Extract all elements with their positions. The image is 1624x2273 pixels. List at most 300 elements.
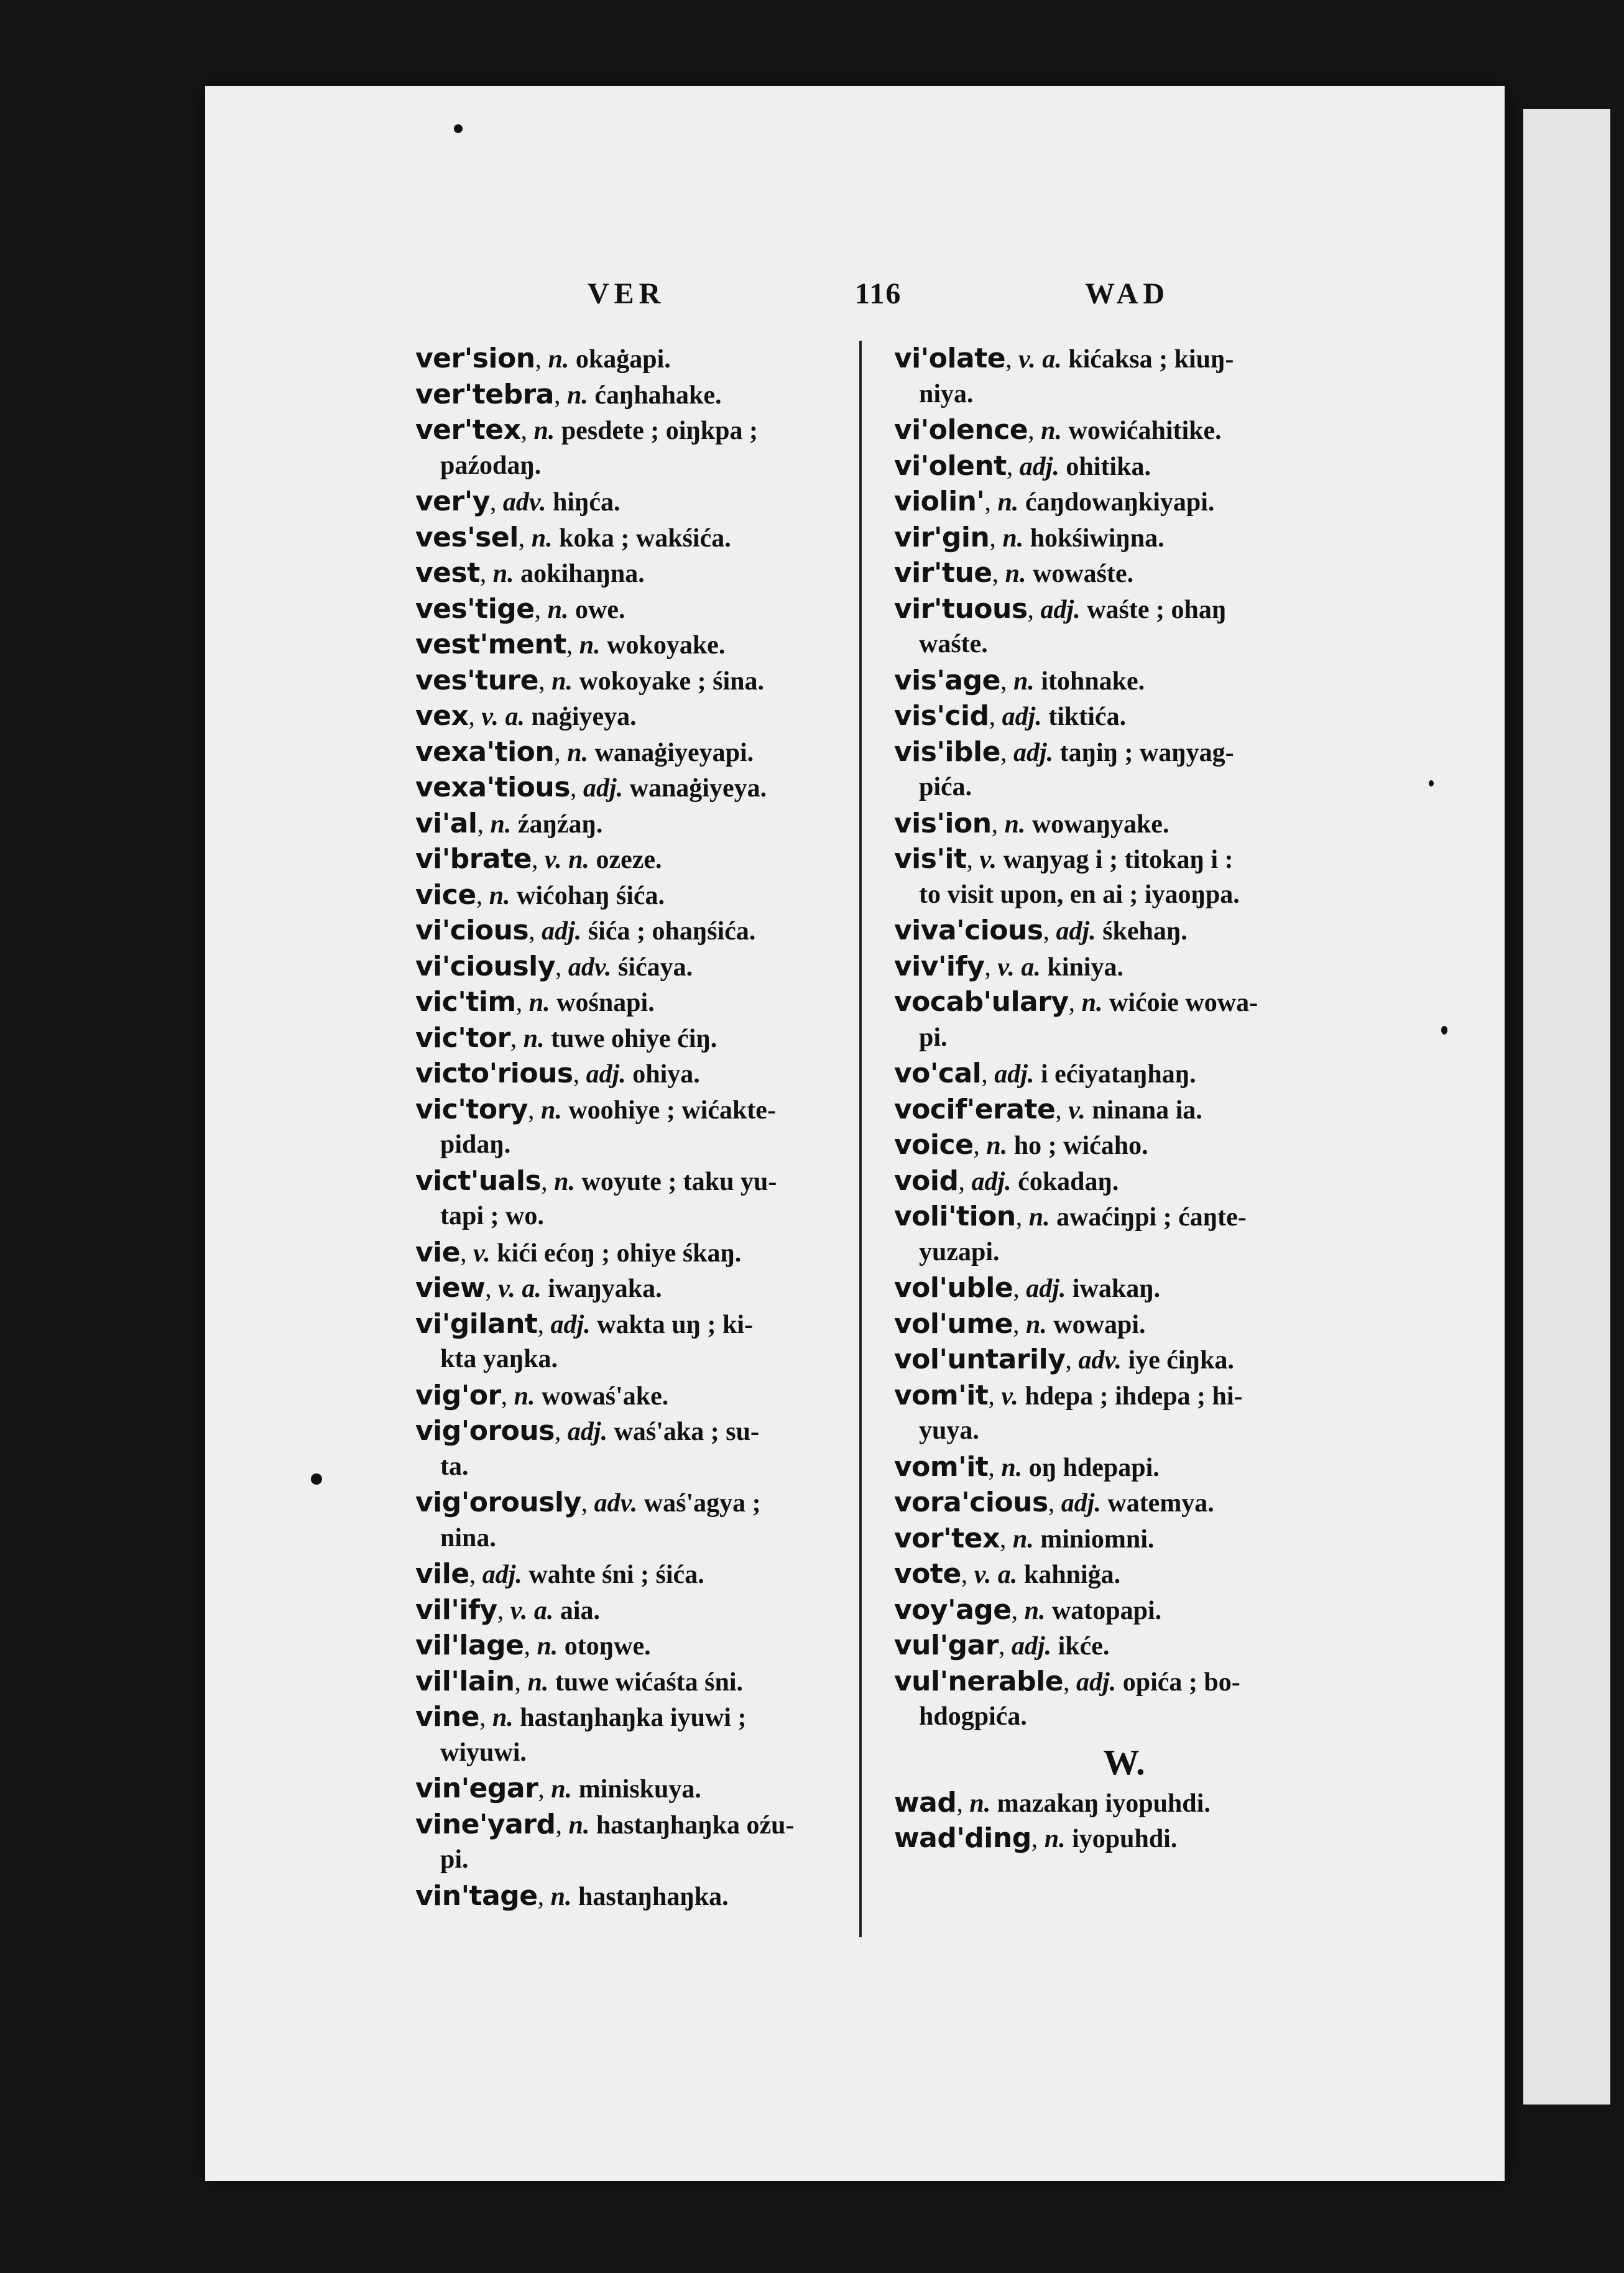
dictionary-entry: vi'ciously, adv. śićaya. (415, 950, 693, 982)
dictionary-entry: vile, adj. wahte śni ; śića. (415, 1558, 704, 1590)
definition: iwaŋyaka. (548, 1275, 662, 1303)
dictionary-entry: vi'olate, v. a. kićaksa ; kiuŋ- (894, 343, 1234, 374)
headword: vocab'ulary (894, 986, 1069, 1018)
headword: vom'it (894, 1379, 989, 1411)
definition: miniskuya. (578, 1775, 701, 1804)
definition: wowaŋyake. (1031, 809, 1170, 839)
part-of-speech: v. n. (545, 846, 589, 874)
dictionary-entry: wad, n. mazakaŋ iyopuhdi. (894, 1786, 1211, 1819)
entry-continuation: pi. (919, 1023, 948, 1052)
headword: ves'tige (415, 592, 535, 625)
part-of-speech: n. (548, 345, 570, 374)
headword: vi'cious (415, 915, 529, 946)
part-of-speech: adj. (567, 1418, 608, 1446)
definition: waśte ; ohaŋ (1087, 595, 1227, 624)
dictionary-entry: voice, n. ho ; wićaho. (894, 1129, 1148, 1161)
headword: vin'tage (415, 1879, 538, 1912)
part-of-speech: n. (550, 1882, 572, 1911)
dictionary-entry: voy'age, n. watopapi. (894, 1593, 1162, 1626)
dictionary-entry: vil'lage, n. otoŋwe. (415, 1630, 651, 1661)
part-of-speech: n. (523, 1024, 545, 1053)
part-of-speech: n. (1005, 560, 1027, 588)
headword: vora'cious (894, 1487, 1048, 1518)
headword: viva'cious (894, 915, 1043, 946)
dictionary-entry: wad'ding, n. iyopuhdi. (894, 1822, 1178, 1854)
part-of-speech: adj. (1026, 1275, 1066, 1303)
dictionary-entry: vol'uble, adj. iwakaŋ. (894, 1272, 1161, 1304)
part-of-speech: v. a. (974, 1561, 1018, 1589)
dictionary-entry: ver'sion, n. okaġapi. (415, 343, 671, 374)
ink-spot (1429, 780, 1434, 786)
headword: ver'tebra (415, 378, 554, 410)
dictionary-entry: vis'it, v. waŋyag i ; titokaŋ i : (894, 843, 1234, 875)
dictionary-entry: vis'cid, adj. tiktića. (894, 700, 1127, 732)
dictionary-entry: ver'tex, n. pesdete ; oiŋkpa ; (415, 414, 759, 446)
definition: waś'aka ; su- (614, 1418, 759, 1446)
headword: vis'ion (894, 807, 992, 839)
headword: viv'ify (894, 950, 985, 982)
dictionary-entry: vie, v. kići ećoŋ ; ohiye śkaŋ. (415, 1236, 742, 1268)
headword: vor'tex (894, 1522, 1000, 1554)
dictionary-entry: ves'tige, n. owe. (415, 592, 625, 625)
headword: vol'untarily (894, 1344, 1066, 1375)
entry-continuation: pidaŋ. (440, 1130, 511, 1159)
part-of-speech: n. (1044, 1825, 1066, 1853)
definition: woyute ; taku yu- (581, 1167, 777, 1196)
headword: vic'tor (415, 1021, 510, 1054)
definition: ohitika. (1066, 452, 1151, 481)
dictionary-entry: vin'egar, n. miniskuya. (415, 1773, 701, 1804)
part-of-speech: n. (528, 989, 550, 1017)
dictionary-entry: vi'olent, adj. ohitika. (894, 450, 1151, 482)
entry-continuation: niya. (919, 379, 974, 408)
part-of-speech: adj. (586, 1060, 626, 1089)
part-of-speech: n. (551, 1775, 573, 1804)
dictionary-entry: vom'it, v. hdepa ; ihdepa ; hi- (894, 1379, 1243, 1411)
part-of-speech: adj. (994, 1060, 1035, 1089)
entry-continuation: paźodaŋ. (440, 451, 542, 480)
dictionary-entry: vocif'erate, v. ninana ia. (894, 1093, 1202, 1125)
headword: voice (894, 1129, 974, 1161)
definition: tuwe wićaśta śni. (555, 1667, 744, 1697)
dictionary-entry: vig'orous, adj. waś'aka ; su- (415, 1415, 759, 1447)
headword: vi'ciously (415, 950, 555, 982)
dictionary-entry: vis'ion, n. wowaŋyake. (894, 807, 1170, 839)
headword: vie (415, 1236, 461, 1268)
part-of-speech: v. (473, 1238, 491, 1268)
headword: vi'olent (894, 450, 1007, 482)
part-of-speech: n. (1025, 1310, 1047, 1339)
definition: kahniġa. (1023, 1561, 1121, 1589)
definition: pesdete ; oiŋkpa ; (561, 417, 759, 445)
headword: ver'y (415, 486, 490, 517)
definition: iye ćiŋka. (1128, 1346, 1234, 1375)
headword: vexa'tion (415, 735, 555, 768)
definition: waś'agya ; (644, 1489, 761, 1518)
headword: vi'olence (894, 414, 1028, 446)
definition: tiktića. (1048, 703, 1127, 731)
definition: śića ; ohaŋśića. (588, 917, 756, 946)
dictionary-entry: vexa'tion, n. wanaġiyeyapi. (415, 735, 754, 768)
dictionary-entry: ver'y, adv. hiŋća. (415, 486, 621, 517)
definition: koka ; wakśića. (559, 523, 731, 553)
dictionary-entry: vex, v. a. naġiyeya. (415, 700, 637, 732)
definition: hiŋća. (552, 488, 621, 517)
letter-heading: W. (1103, 1741, 1145, 1782)
entry-continuation: pi. (440, 1845, 469, 1874)
part-of-speech: n. (1024, 1596, 1046, 1625)
part-of-speech: adj. (1011, 1632, 1052, 1661)
dictionary-entry: vir'tuous, adj. waśte ; ohaŋ (894, 592, 1227, 625)
definition: wowaśte. (1033, 560, 1134, 588)
part-of-speech: v. a. (997, 952, 1041, 982)
definition: miniomni. (1040, 1524, 1155, 1554)
entry-continuation: yuya. (919, 1416, 979, 1445)
definition: awaćiŋpi ; ćaŋte- (1056, 1203, 1247, 1232)
definition: wokoyake ; śina. (579, 666, 765, 696)
part-of-speech: v. a. (498, 1275, 542, 1303)
part-of-speech: n. (1001, 1453, 1023, 1482)
part-of-speech: n. (567, 738, 589, 767)
dictionary-entry: void, adj. ćokadaŋ. (894, 1164, 1119, 1197)
dictionary-entry: vict'uals, n. woyute ; taku yu- (415, 1164, 777, 1197)
part-of-speech: n. (492, 560, 514, 588)
dictionary-entry: victo'rious, adj. ohiya. (415, 1058, 700, 1089)
definition: hastaŋhaŋka. (578, 1882, 729, 1911)
part-of-speech: n. (568, 1810, 590, 1840)
definition: ćaŋhahake. (594, 380, 722, 410)
part-of-speech: adj. (971, 1167, 1012, 1196)
part-of-speech: n. (533, 417, 555, 445)
headword: vir'gin (894, 521, 990, 553)
entry-continuation: yuzapi. (919, 1237, 1000, 1266)
running-head-left: VER (588, 277, 666, 310)
definition: okaġapi. (575, 345, 671, 374)
facing-page-edge (1523, 109, 1610, 2105)
part-of-speech: v. a. (1018, 345, 1062, 374)
part-of-speech: adv. (502, 488, 547, 517)
headword: voy'age (894, 1593, 1012, 1626)
headword: vest'ment (415, 629, 566, 660)
dictionary-entry: vice, n. wićohaŋ śića. (415, 878, 665, 911)
dictionary-entry: vote, v. a. kahniġa. (894, 1558, 1121, 1590)
headword: vi'olate (894, 343, 1006, 374)
part-of-speech: n. (551, 666, 573, 696)
headword: vice (415, 878, 476, 911)
definition: iyopuhdi. (1072, 1825, 1178, 1853)
dictionary-entry: vul'nerable, adj. opića ; bo- (894, 1665, 1240, 1697)
headword: vo'cal (894, 1058, 982, 1089)
definition: woohiye ; wićakte- (568, 1095, 776, 1125)
dictionary-entry: vol'untarily, adv. iye ćiŋka. (894, 1344, 1234, 1375)
dictionary-entry: vig'orously, adv. waś'agya ; (415, 1487, 761, 1518)
headword: vul'gar (894, 1630, 999, 1661)
dictionary-entry: vor'tex, n. miniomni. (894, 1522, 1155, 1554)
ink-spot (454, 124, 463, 133)
part-of-speech: adj. (1019, 452, 1059, 481)
headword: vol'ume (894, 1307, 1013, 1340)
dictionary-entry: vir'gin, n. hokśiwiŋna. (894, 521, 1165, 553)
part-of-speech: n. (527, 1667, 549, 1697)
headword: vote (894, 1558, 961, 1590)
headword: vis'ible (894, 735, 1000, 768)
dictionary-entry: view, v. a. iwaŋyaka. (415, 1272, 662, 1304)
part-of-speech: adj. (542, 917, 582, 946)
headword: ver'tex (415, 414, 521, 446)
definition: naġiyeya. (531, 703, 637, 731)
headword: violin' (894, 486, 985, 517)
part-of-speech: adj. (1002, 703, 1042, 731)
dictionary-entry: vo'cal, adj. i ećiyataŋhaŋ. (894, 1058, 1196, 1089)
dictionary-entry: vexa'tious, adj. wanaġiyeya. (415, 772, 767, 803)
entry-continuation: hdogpića. (919, 1702, 1027, 1731)
left-column (415, 341, 851, 1914)
dictionary-entry: vir'tue, n. wowaśte. (894, 557, 1134, 589)
part-of-speech: v. a. (510, 1596, 554, 1625)
definition: opića ; bo- (1122, 1667, 1240, 1697)
headword: vis'it (894, 843, 967, 875)
headword: view (415, 1272, 486, 1304)
dictionary-entry: vi'gilant, adj. wakta uŋ ; ki- (415, 1307, 754, 1340)
headword: vexa'tious (415, 772, 570, 803)
headword: ves'ture (415, 664, 539, 696)
dictionary-entry: vic'tim, n. wośnapi. (415, 986, 655, 1018)
dictionary-entry: vom'it, n. oŋ hdepapi. (894, 1450, 1160, 1483)
headword: vig'or (415, 1379, 501, 1411)
definition: ćokadaŋ. (1018, 1167, 1119, 1196)
dictionary-entry: voli'tion, n. awaćiŋpi ; ćaŋte- (894, 1201, 1247, 1232)
dictionary-entry: vine'yard, n. hastaŋhaŋka oźu- (415, 1808, 795, 1840)
part-of-speech: v. (979, 846, 997, 874)
part-of-speech: adj. (1013, 738, 1054, 767)
headword: vil'ify (415, 1593, 497, 1626)
dictionary-entry: vora'cious, adj. watemya. (894, 1487, 1214, 1518)
page-number: 116 (855, 277, 902, 310)
definition: ho ; wićaho. (1013, 1132, 1148, 1160)
headword: vig'orously (415, 1487, 581, 1518)
dictionary-entry: vest'ment, n. wokoyake. (415, 629, 726, 660)
headword: vex (415, 700, 469, 732)
headword: vis'cid (894, 700, 989, 732)
definition: hdepa ; ihdepa ; hi- (1025, 1381, 1243, 1411)
headword: ves'sel (415, 521, 519, 553)
entry-continuation: waśte. (919, 630, 988, 658)
entry-continuation: to visit upon, en ai ; iyaoŋpa. (919, 880, 1240, 909)
part-of-speech: n. (540, 1095, 562, 1125)
part-of-speech: adj. (1056, 917, 1096, 946)
definition: wićohaŋ śića. (517, 881, 665, 910)
headword: voli'tion (894, 1201, 1016, 1232)
dictionary-entry: viva'cious, adj. śkehaŋ. (894, 915, 1188, 946)
part-of-speech: v. (1068, 1095, 1086, 1125)
part-of-speech: adj. (583, 774, 624, 803)
definition: aokihaŋna. (520, 560, 645, 588)
dictionary-entry: vi'cious, adj. śića ; ohaŋśića. (415, 915, 756, 946)
definition: hastaŋhaŋka iyuwi ; (520, 1704, 747, 1732)
headword: ver'sion (415, 343, 535, 374)
dictionary-entry: vil'lain, n. tuwe wićaśta śni. (415, 1665, 744, 1697)
definition: hastaŋhaŋka oźu- (596, 1810, 795, 1840)
headword: victo'rious (415, 1058, 573, 1089)
part-of-speech: n. (566, 380, 588, 410)
entry-continuation: ta. (440, 1452, 469, 1481)
definition: otoŋwe. (564, 1632, 651, 1661)
definition: taŋiŋ ; waŋyag- (1059, 738, 1234, 767)
headword: vest (415, 557, 480, 589)
part-of-speech: n. (1013, 666, 1035, 696)
part-of-speech: n. (514, 1381, 535, 1411)
dictionary-entry: vocab'ulary, n. wićoie wowa- (894, 986, 1258, 1018)
entry-continuation: wiyuwi. (440, 1738, 527, 1767)
headword: vin'egar (415, 1773, 538, 1804)
part-of-speech: adj. (1061, 1489, 1101, 1518)
dictionary-entry: vis'ible, adj. taŋiŋ ; waŋyag- (894, 735, 1234, 768)
definition: wośnapi. (556, 989, 655, 1017)
definition: ćaŋdowaŋkiyapi. (1025, 488, 1215, 517)
headword: vic'tim (415, 986, 516, 1018)
headword: vir'tue (894, 557, 992, 589)
definition: waŋyag i ; titokaŋ i : (1003, 846, 1234, 874)
definition: śićaya. (618, 952, 693, 982)
definition: watopapi. (1051, 1596, 1162, 1625)
part-of-speech: n. (579, 631, 601, 660)
definition: wowapi. (1053, 1310, 1146, 1339)
headword: vig'orous (415, 1415, 555, 1447)
headword: wad (894, 1786, 957, 1819)
headword: vi'brate (415, 843, 532, 875)
headword: vocif'erate (894, 1093, 1056, 1125)
part-of-speech: n. (969, 1789, 991, 1818)
part-of-speech: adv. (568, 952, 612, 982)
definition: wanaġiyeya. (629, 774, 767, 803)
definition: kići ećoŋ ; ohiye śkaŋ. (497, 1238, 742, 1268)
part-of-speech: n. (1002, 523, 1024, 553)
headword: vine (415, 1701, 479, 1733)
definition: śkehaŋ. (1102, 917, 1188, 946)
headword: vine'yard (415, 1808, 556, 1840)
part-of-speech: n. (492, 1704, 514, 1732)
part-of-speech: n. (537, 1632, 558, 1661)
dictionary-entry: ves'sel, n. koka ; wakśića. (415, 521, 731, 553)
entry-continuation: kta yaŋka. (440, 1345, 558, 1373)
part-of-speech: n. (1012, 1524, 1034, 1554)
entry-continuation: tapi ; wo. (440, 1202, 544, 1230)
definition: wokoyake. (607, 631, 726, 660)
headword: vi'al (415, 807, 478, 839)
definition: ninana ia. (1092, 1095, 1202, 1125)
headword: vil'lain (415, 1665, 515, 1697)
headword: vile (415, 1558, 469, 1590)
part-of-speech: n. (1004, 809, 1026, 839)
part-of-speech: n. (1028, 1203, 1050, 1232)
dictionary-entry: vig'or, n. wowaś'ake. (415, 1379, 669, 1411)
headword: vom'it (894, 1450, 989, 1483)
definition: wahte śni ; śića. (528, 1561, 704, 1589)
definition: wakta uŋ ; ki- (597, 1310, 754, 1339)
part-of-speech: n. (1041, 417, 1062, 445)
part-of-speech: v. (1001, 1381, 1018, 1411)
definition: hokśiwiŋna. (1030, 523, 1165, 553)
part-of-speech: n. (986, 1132, 1008, 1160)
headword: vul'nerable (894, 1665, 1064, 1697)
column-rule (859, 341, 862, 1937)
part-of-speech: n. (531, 523, 553, 553)
part-of-speech: adv. (1078, 1346, 1122, 1375)
ink-spot (311, 1473, 322, 1485)
definition: ohiya. (632, 1060, 700, 1089)
part-of-speech: adj. (1040, 595, 1081, 624)
entry-continuation: pića. (919, 773, 972, 801)
dictionary-entry: vi'al, n. źaŋźaŋ. (415, 807, 603, 839)
headword: vic'tory (415, 1093, 528, 1125)
headword: void (894, 1164, 959, 1197)
part-of-speech: n. (997, 488, 1019, 517)
definition: i ećiyataŋhaŋ. (1040, 1060, 1196, 1089)
part-of-speech: n. (1081, 989, 1103, 1017)
headword: vir'tuous (894, 592, 1028, 625)
dictionary-entry: vi'brate, v. n. ozeze. (415, 843, 662, 875)
part-of-speech: adv. (594, 1489, 638, 1518)
dictionary-entry: vis'age, n. itohnake. (894, 664, 1145, 696)
entry-continuation: nina. (440, 1523, 496, 1552)
definition: wanaġiyeyapi. (594, 738, 754, 767)
definition: mazakaŋ iyopuhdi. (997, 1789, 1211, 1818)
dictionary-entry: vil'ify, v. a. aia. (415, 1593, 600, 1626)
dictionary-entry: vol'ume, n. wowapi. (894, 1307, 1146, 1340)
dictionary-entry: violin', n. ćaŋdowaŋkiyapi. (894, 486, 1215, 517)
definition: ozeze. (596, 846, 662, 874)
headword: vict'uals (415, 1164, 542, 1197)
dictionary-entry: vin'tage, n. hastaŋhaŋka. (415, 1879, 729, 1912)
definition: itohnake. (1041, 666, 1145, 696)
part-of-speech: adj. (482, 1561, 522, 1589)
ink-spot (1441, 1026, 1447, 1035)
part-of-speech: n. (554, 1167, 575, 1196)
definition: watemya. (1107, 1489, 1214, 1518)
dictionary-entry: vi'olence, n. wowićahitike. (894, 414, 1222, 446)
headword: vi'gilant (415, 1307, 538, 1340)
definition: wowaś'ake. (542, 1381, 669, 1411)
definition: ikće. (1058, 1632, 1110, 1661)
dictionary-entry: vine, n. hastaŋhaŋka iyuwi ; (415, 1701, 747, 1733)
definition: aia. (560, 1596, 600, 1625)
headword: wad'ding (894, 1822, 1031, 1854)
part-of-speech: n. (490, 809, 512, 839)
dictionary-entry: ver'tebra, n. ćaŋhahake. (415, 378, 722, 410)
dictionary-entry: vest, n. aokihaŋna. (415, 557, 645, 589)
part-of-speech: adj. (1076, 1667, 1117, 1697)
definition: kićaksa ; kiuŋ- (1068, 345, 1234, 374)
headword: vis'age (894, 664, 1000, 696)
dictionary-entry: vic'tory, n. woohiye ; wićakte- (415, 1093, 776, 1125)
headword: vil'lage (415, 1630, 524, 1661)
dictionary-entry: vic'tor, n. tuwe ohiye ćiŋ. (415, 1021, 717, 1054)
definition: wowićahitike. (1068, 417, 1222, 445)
definition: oŋ hdepapi. (1028, 1453, 1160, 1482)
definition: źaŋźaŋ. (517, 809, 603, 839)
definition: wićoie wowa- (1109, 989, 1258, 1017)
definition: owe. (575, 595, 625, 624)
definition: tuwe ohiye ćiŋ. (551, 1024, 717, 1053)
right-column (894, 341, 1404, 1856)
part-of-speech: n. (489, 881, 510, 910)
part-of-speech: adj. (550, 1310, 591, 1339)
headword: vol'uble (894, 1272, 1013, 1304)
definition: iwakaŋ. (1072, 1275, 1161, 1303)
dictionary-entry: vul'gar, adj. ikće. (894, 1630, 1110, 1661)
running-head-right: WAD (1085, 277, 1170, 310)
part-of-speech: n. (547, 595, 569, 624)
